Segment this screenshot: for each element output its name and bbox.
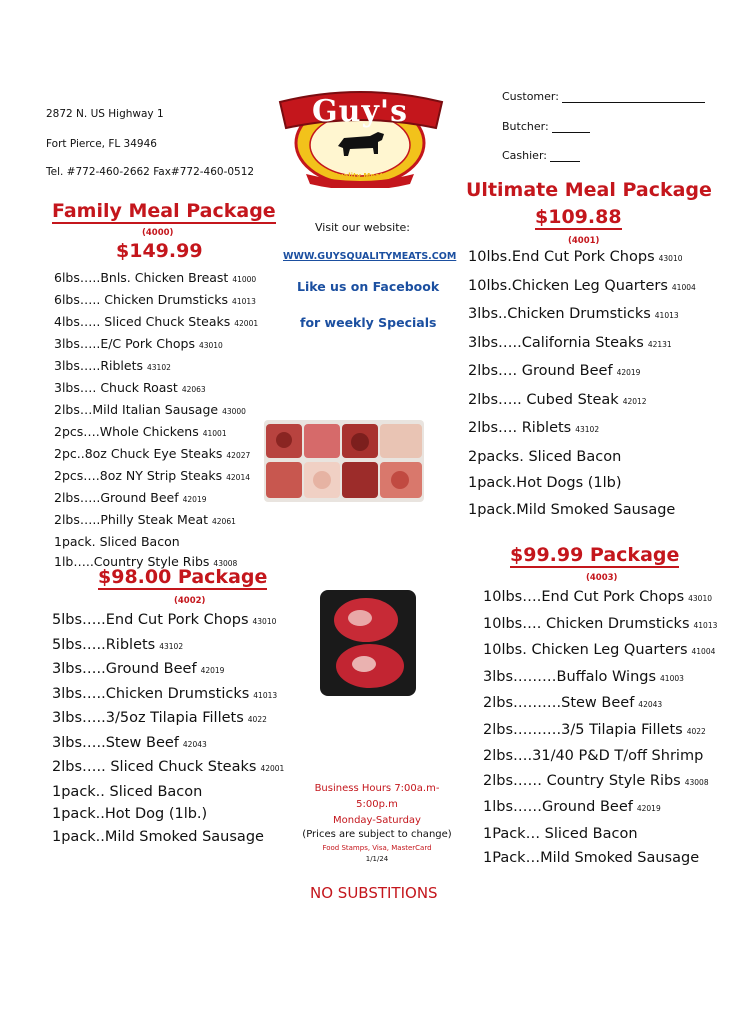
p9999-package-code: (4003) [586, 573, 618, 583]
ultimate-package-code: (4001) [568, 236, 600, 246]
item-text: 1pack..Mild Smoked Sausage [52, 828, 264, 845]
p9999-item [483, 691, 717, 718]
item-text: 3lbs..Chicken Drumsticks [468, 306, 651, 322]
item-text: 3lbs…..Chicken Drumsticks [52, 685, 250, 702]
p9999-item [483, 822, 717, 847]
item-text: 5lbs…..Riblets [52, 636, 156, 653]
p9999-item [483, 744, 717, 769]
hours-line1: Business Hours 7:00a.m- [314, 783, 440, 794]
p9999-item [483, 718, 717, 745]
item-code: 42001 [234, 319, 259, 328]
facebook-line2: for weekly Specials [300, 315, 437, 330]
business-hours [301, 781, 453, 829]
p9999-item [483, 585, 717, 612]
website-link[interactable]: WWW.GUYSQUALITYMEATS.COM [283, 251, 457, 262]
item-text: 10lbs…. Chicken Drumsticks [483, 615, 690, 632]
item-code: 41001 [202, 429, 227, 438]
prices-note: (Prices are subject to change) [302, 829, 452, 840]
p98-item [52, 707, 284, 732]
p98-package-title: $98.00 Package [98, 566, 268, 588]
family-item [54, 356, 258, 378]
p9999-item [483, 612, 717, 639]
ultimate-item [468, 497, 696, 524]
item-text: 1pack..Hot Dog (1lb.) [52, 806, 208, 822]
customer-line[interactable] [562, 90, 705, 103]
item-text: 2lbs….. Cubed Steak [468, 391, 619, 408]
cashier-field[interactable] [502, 149, 580, 162]
item-text: 1Pack…Mild Smoked Sausage [483, 850, 700, 866]
item-text: 3lbs…..Stew Beef [52, 734, 179, 751]
ultimate-package-title: Ultimate Meal Package [466, 179, 712, 201]
butcher-field[interactable] [502, 120, 590, 133]
item-code: 42043 [638, 700, 663, 709]
family-item [54, 400, 258, 422]
p9999-item [483, 769, 717, 796]
item-text: 10lbs. Chicken Leg Quarters [483, 642, 688, 658]
item-text: 3lbs…. Chuck Roast [54, 380, 178, 395]
item-code: 43102 [159, 641, 184, 651]
family-item [54, 378, 258, 400]
p98-item [52, 826, 284, 849]
item-code: 43008 [213, 559, 238, 568]
family-package-price: $149.99 [116, 240, 203, 262]
p98-item [52, 609, 284, 634]
store-phone: Tel. #772-460-2662 Fax#772-460-0512 [46, 166, 255, 178]
hours-line2: 5:00p.m [356, 799, 398, 810]
item-code: 42027 [226, 451, 251, 460]
p9999-item [483, 846, 717, 871]
family-item [54, 422, 258, 444]
item-text: 2packs. Sliced Bacon [468, 448, 622, 465]
facebook-line1[interactable]: Like us on Facebook [297, 279, 440, 294]
item-text: 4lbs….. Sliced Chuck Steaks [54, 314, 231, 329]
family-item [54, 312, 258, 334]
ultimate-item [468, 444, 696, 471]
item-text: 3lbs………Buffalo Wings [483, 668, 657, 685]
customer-field[interactable] [502, 90, 705, 103]
item-text: 10lbs….End Cut Pork Chops [483, 589, 685, 605]
item-text: 1pack. Sliced Bacon [54, 534, 180, 549]
item-code: 4022 [247, 715, 267, 724]
ultimate-item [468, 358, 696, 387]
p98-items-list [52, 609, 284, 848]
family-package-code: (4000) [142, 228, 174, 238]
item-code: 42061 [212, 517, 236, 526]
item-text: 2lbs….31/40 P&D T/off Shrimp [483, 748, 704, 764]
hours-line3: Monday-Saturday [333, 815, 421, 826]
item-text: 3lbs…..E/C Pork Chops [54, 336, 195, 351]
item-code: 42012 [622, 396, 647, 406]
guys-logo [266, 88, 454, 188]
item-code: 43010 [658, 254, 683, 263]
p98-item [52, 756, 284, 781]
item-text: 2lbs…..Philly Steak Meat [54, 512, 209, 527]
butcher-line[interactable] [552, 120, 590, 133]
ultimate-item [468, 301, 696, 330]
item-code: 41013 [253, 690, 278, 700]
family-item [54, 444, 258, 466]
item-text: 1Pack… Sliced Bacon [483, 825, 638, 842]
item-text: 3lbs…..Ground Beef [52, 661, 197, 677]
item-text: 10lbs.End Cut Pork Chops [468, 249, 655, 265]
item-code: 42019 [636, 804, 661, 813]
item-text: 1pack.Hot Dogs (1lb) [468, 475, 622, 491]
family-item [54, 334, 258, 356]
p98-package-code: (4002) [174, 596, 206, 606]
item-text: 2lbs…..Ground Beef [54, 490, 179, 505]
item-code: 42019 [182, 495, 207, 504]
item-text: 1pack.. Sliced Bacon [52, 783, 203, 800]
ultimate-items-list [468, 244, 696, 523]
logo-tagline: Quality Meats [332, 172, 388, 180]
item-text: 2lbs……….3/5 Tilapia Fillets [483, 721, 683, 738]
flyer-date: 1/1/24 [365, 855, 389, 863]
item-code: 43000 [222, 407, 246, 416]
item-code: 43102 [575, 425, 600, 434]
item-code: 4022 [686, 726, 706, 736]
customer-label: Customer: [502, 90, 559, 103]
p98-item [52, 683, 284, 708]
item-text: 1pack.Mild Smoked Sausage [468, 501, 676, 518]
item-code: 41000 [232, 275, 257, 284]
store-address-line1: 2872 N. US Highway 1 [46, 108, 164, 120]
item-text: 6lbs….. Chicken Drumsticks [54, 292, 229, 307]
cashier-line[interactable] [550, 149, 580, 162]
item-code: 41013 [232, 297, 256, 306]
family-item [54, 466, 258, 488]
p98-item [52, 803, 284, 826]
item-code: 41004 [671, 282, 696, 292]
item-code: 41013 [693, 620, 718, 630]
item-text: 2pcs….Whole Chickens [54, 424, 199, 439]
family-item [54, 510, 258, 532]
ultimate-item [468, 387, 696, 416]
item-text: 5lbs…..End Cut Pork Chops [52, 612, 249, 628]
item-text: 2lbs…… Country Style Ribs [483, 772, 681, 789]
item-code: 42043 [182, 739, 207, 749]
p9999-items-list [483, 585, 717, 871]
item-text: 3lbs…..Riblets [54, 358, 143, 373]
item-code: 43102 [147, 363, 171, 372]
item-text: 2lbs……….Stew Beef [483, 695, 635, 711]
meat-assortment-photo [264, 420, 424, 502]
ultimate-item [468, 330, 696, 359]
item-text: 2pc..8oz Chuck Eye Steaks [54, 446, 223, 461]
cashier-label: Cashier: [502, 149, 547, 162]
family-item [54, 488, 258, 510]
item-text: 6lbs…..Bnls. Chicken Breast [54, 270, 229, 285]
ultimate-item [468, 273, 696, 302]
item-code: 43008 [684, 777, 709, 787]
item-code: 43010 [252, 617, 277, 626]
item-code: 42063 [181, 385, 206, 394]
no-substitutions: NO SUBSTITIONS [310, 884, 438, 902]
ultimate-item [468, 244, 696, 273]
ultimate-item [468, 470, 696, 497]
p98-item [52, 732, 284, 757]
family-item [54, 290, 258, 312]
butcher-label: Butcher: [502, 120, 549, 133]
p9999-item [483, 638, 717, 665]
item-text: 1lbs……Ground Beef [483, 799, 633, 815]
item-code: 42131 [647, 339, 672, 349]
item-code: 42014 [226, 473, 250, 482]
item-code: 41004 [691, 647, 716, 656]
item-code: 42019 [616, 368, 641, 377]
p9999-item [483, 795, 717, 822]
item-text: 2lbs….. Sliced Chuck Steaks [52, 759, 257, 775]
ultimate-package-price: $109.88 [535, 206, 622, 228]
item-code: 41013 [654, 311, 679, 320]
item-text: 10lbs.Chicken Leg Quarters [468, 277, 668, 294]
p98-item [52, 781, 284, 804]
ultimate-item [468, 415, 696, 444]
family-items-list [54, 268, 258, 574]
item-text: 2pcs….8oz NY Strip Steaks [54, 468, 223, 483]
item-text: 3lbs…..3/5oz Tilapia Fillets [52, 710, 244, 726]
p98-item [52, 634, 284, 659]
p98-item [52, 658, 284, 683]
item-text: 2lbs…Mild Italian Sausage [54, 402, 219, 417]
logo-title: Guy's [312, 94, 408, 129]
family-item [54, 532, 258, 552]
item-text: 1lb…..Country Style Ribs [54, 554, 210, 569]
p9999-package-title: $99.99 Package [510, 544, 680, 566]
payment-methods: Food Stamps, Visa, MasterCard [322, 844, 432, 852]
item-code: 42001 [260, 764, 285, 773]
visit-website-label: Visit our website: [315, 221, 410, 234]
store-address-line2: Fort Pierce, FL 34946 [46, 138, 157, 150]
item-code: 43010 [198, 341, 223, 350]
item-code: 41003 [660, 673, 684, 683]
item-code: 43010 [688, 594, 712, 603]
p9999-item [483, 665, 717, 692]
family-item [54, 268, 258, 290]
ribeye-steak-photo [320, 590, 416, 696]
family-package-title: Family Meal Package [52, 200, 276, 222]
item-text: 3lbs…..California Steaks [468, 334, 644, 351]
item-code: 42019 [200, 666, 225, 675]
item-text: 2lbs…. Ground Beef [468, 363, 613, 379]
item-text: 2lbs…. Riblets [468, 420, 572, 436]
